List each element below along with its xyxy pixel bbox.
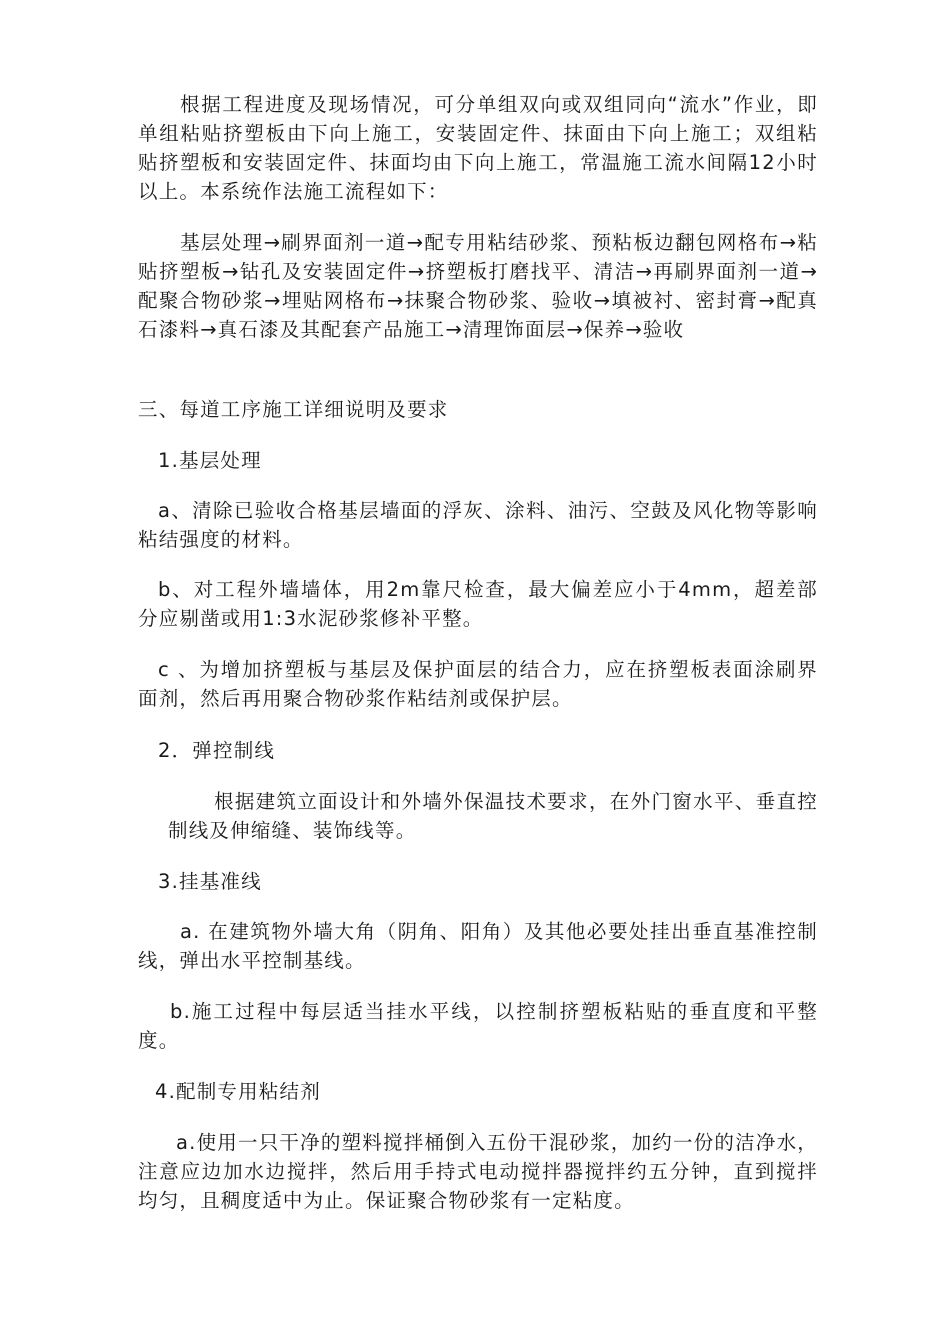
paragraph-process-flow: 基层处理→刷界面剂一道→配专用粘结砂浆、预粘板边翻包网格布→粘贴挤塑板→钻孔及安装固定件→挤塑板打磨找平、清洁→再刷界面剂一道→配聚合物砂浆→埋贴网格布→抹聚合物砂浆、验收→填被衬、密封膏→配真石漆料→真石漆及其配套产品施工→清理饰面层→保养→验收 [138,231,818,341]
paragraph-3b: b.施工过程中每层适当挂水平线，以控制挤塑板粘贴的垂直度和平整度。 [138,1000,818,1052]
subheading-1: 1.基层处理 [158,449,262,472]
paragraph-1c: c 、为增加挤塑板与基层及保护面层的结合力，应在挤塑板表面涂刷界面剂，然后再用聚合物砂浆作粘结剂或保护层。 [138,658,818,710]
paragraph-intro: 根据工程进度及现场情况，可分单组双向或双组同向“流水”作业，即单组粘贴挤塑板由下向上施工，安装固定件、抹面由下向上施工；双组粘贴挤塑板和安装固定件、抹面均由下向上施工，常温施工流水间隔12小时以上。本系统作法施工流程如下： [138,93,818,203]
paragraph-1a: a、清除已验收合格基层墙面的浮灰、涂料、油污、空鼓及风化物等影响粘结强度的材料。 [138,499,818,551]
subheading-2: 2．弹控制线 [158,739,276,762]
paragraph-1b: b、对工程外墙墙体，用2m靠尺检查，最大偏差应小于4mm，超差部分应剔凿或用1:3水泥砂浆修补平整。 [138,578,818,630]
subheading-3: 3.挂基准线 [158,870,262,893]
paragraph-4a: a.使用一只干净的塑料搅拌桶倒入五份干混砂浆，加约一份的洁净水，注意应边加水边搅拌，然后用手持式电动搅拌器搅拌约五分钟，直到搅拌均匀，且稠度适中为止。保证聚合物砂浆有一定粘度。 [138,1131,818,1212]
paragraph-3a: a. 在建筑物外墙大角（阴角、阳角）及其他必要处挂出垂直基准控制线，弹出水平控制基线。 [138,920,818,972]
paragraph-2a: 根据建筑立面设计和外墙外保温技术要求，在外门窗水平、垂直控制线及伸缩缝、装饰线等。 [168,790,818,842]
section-heading-3: 三、每道工序施工详细说明及要求 [138,398,449,421]
subheading-4: 4.配制专用粘结剂 [155,1080,321,1103]
